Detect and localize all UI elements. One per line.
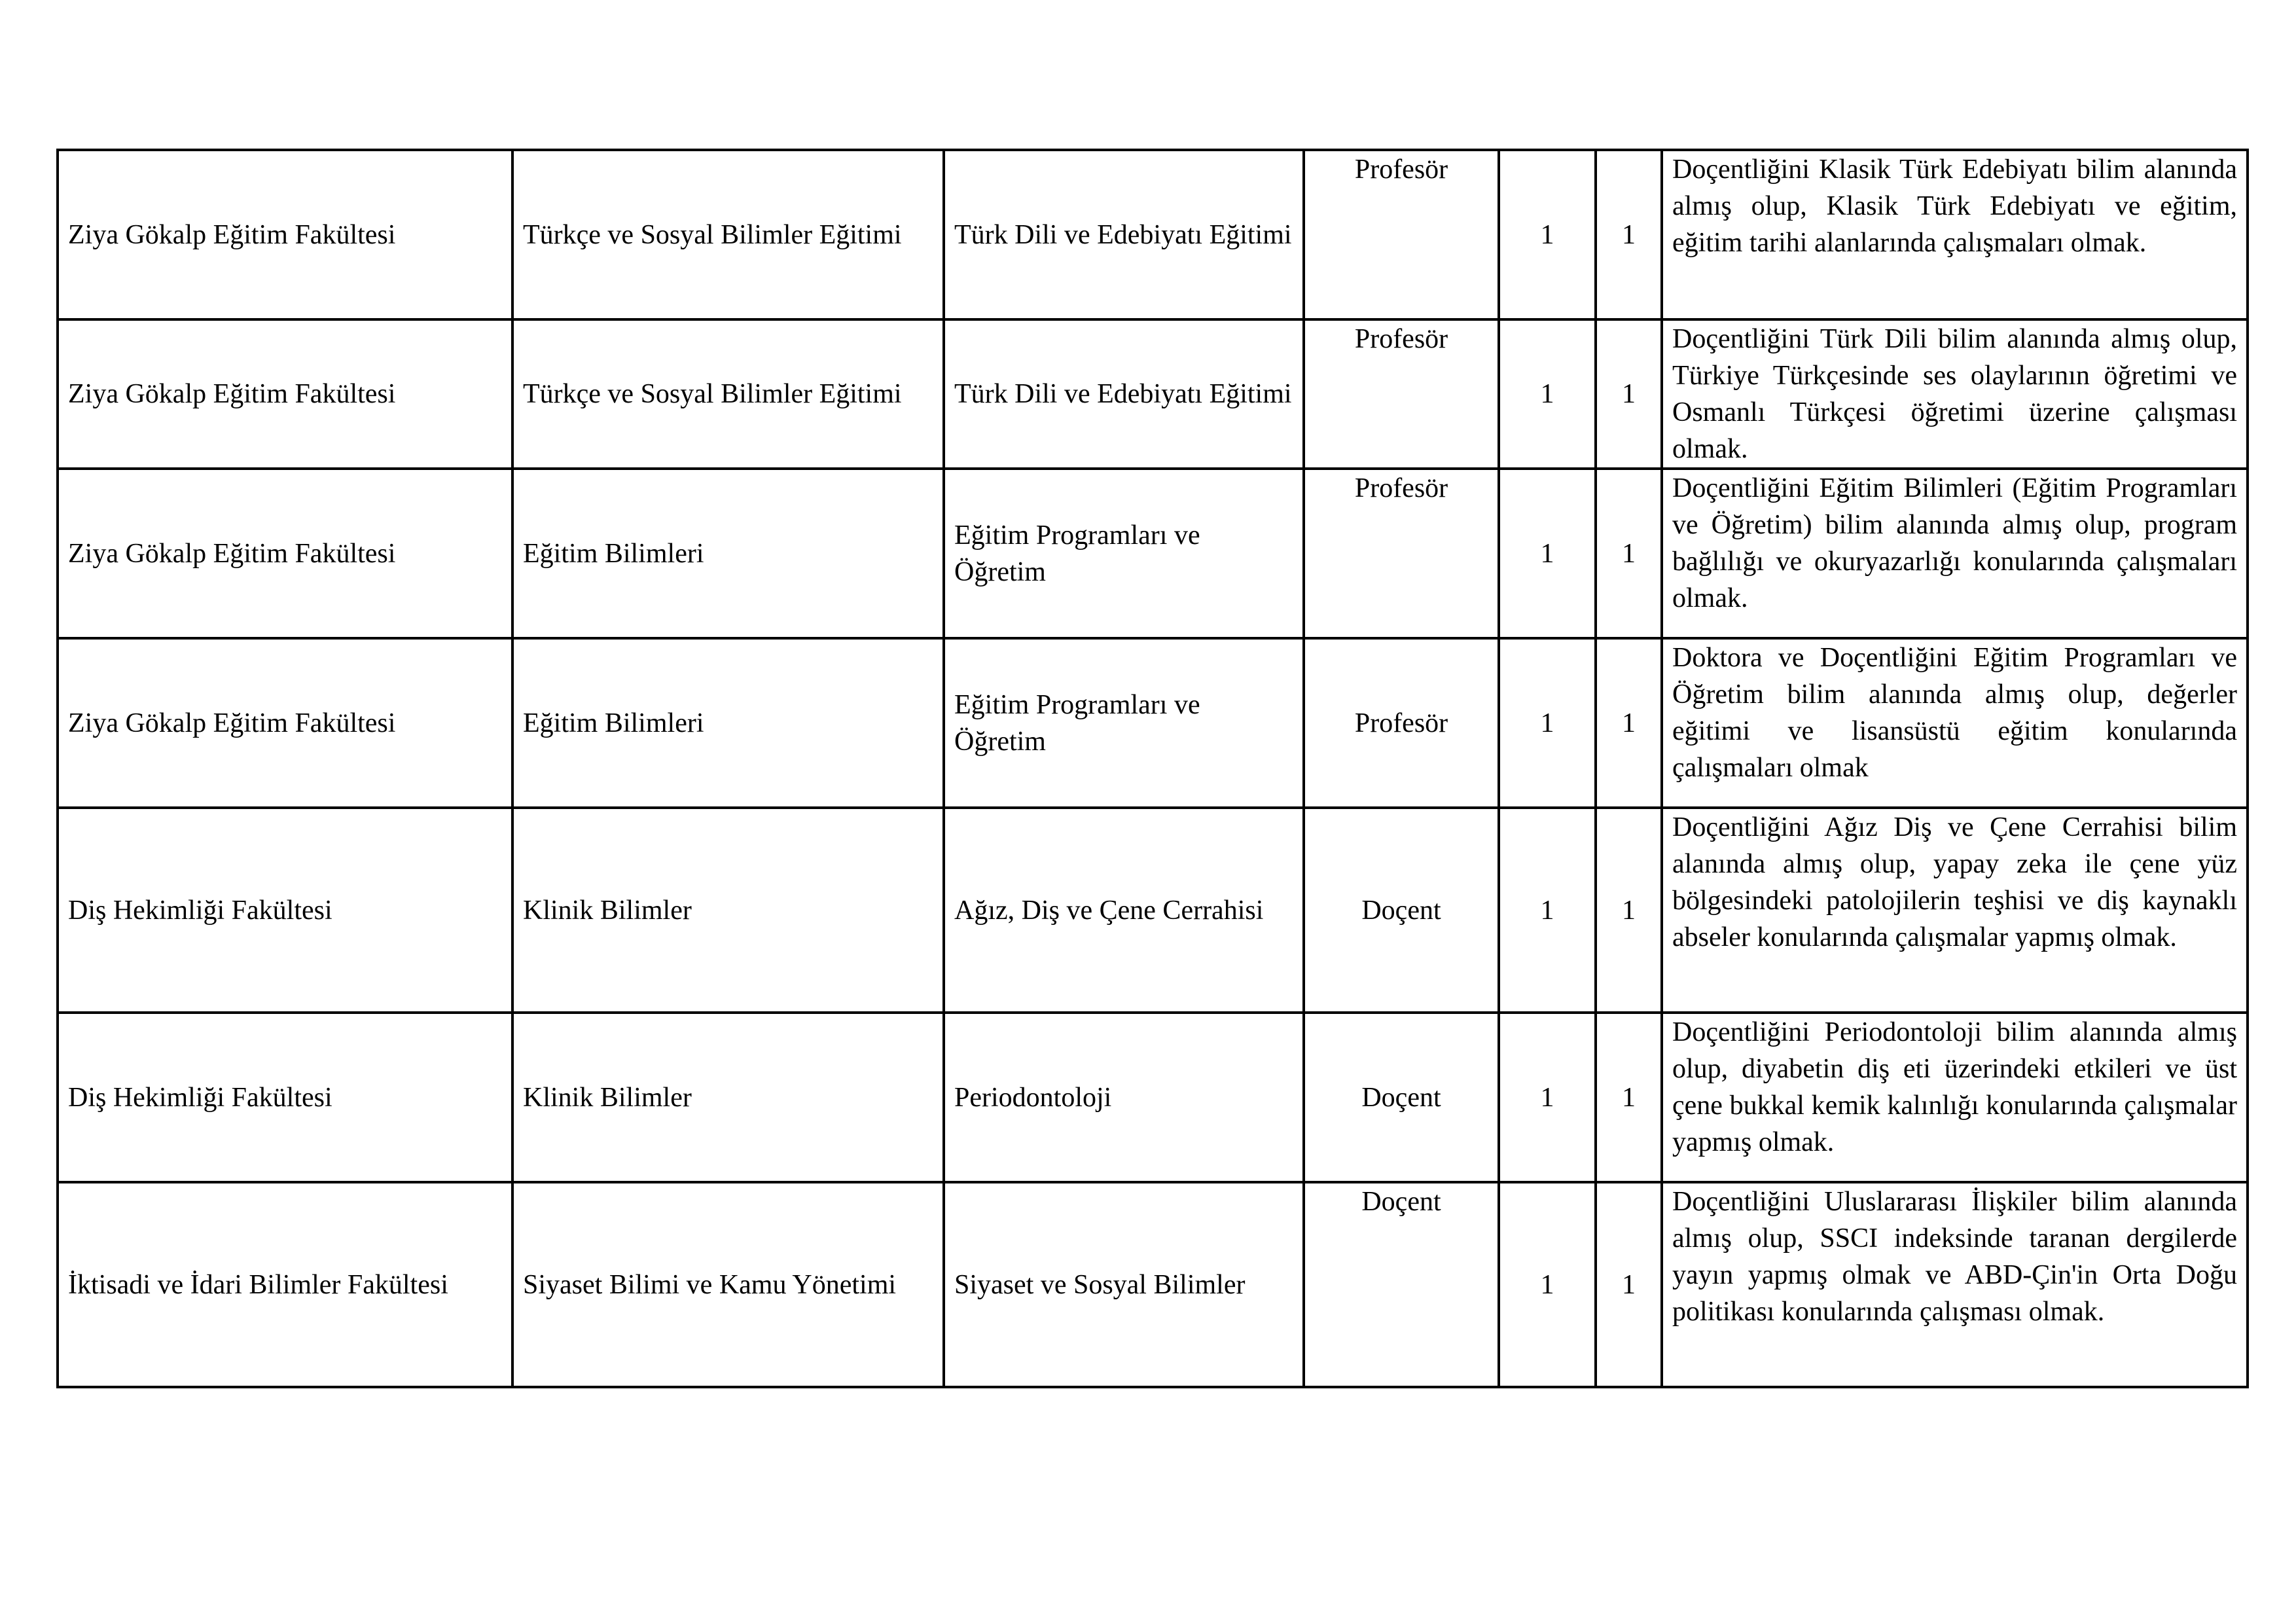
count1-cell: 1 (1499, 1013, 1596, 1182)
faculty-cell: Ziya Gökalp Eğitim Fakültesi (58, 638, 512, 808)
department-cell: Türkçe ve Sosyal Bilimler Eğitimi (512, 319, 944, 469)
faculty-cell: İktisadi ve İdari Bilimler Fakültesi (58, 1182, 512, 1387)
count2-cell: 1 (1596, 319, 1662, 469)
title-cell: Profesör (1304, 150, 1499, 319)
department-cell: Eğitim Bilimleri (512, 469, 944, 638)
count1-cell: 1 (1499, 469, 1596, 638)
title-cell: Doçent (1304, 808, 1499, 1013)
count2-cell: 1 (1596, 1182, 1662, 1387)
requirement-cell: Doçentliğini Klasik Türk Edebiyatı bilim alanında almış olup, Klasik Türk Edebiyatı ve eğitim, eğitim tarihi alanlarında çalışmaları olmak. (1662, 150, 2248, 319)
department-cell: Türkçe ve Sosyal Bilimler Eğitimi (512, 150, 944, 319)
table-row (58, 319, 2248, 469)
department-cell: Klinik Bilimler (512, 1013, 944, 1182)
department-cell: Eğitim Bilimleri (512, 638, 944, 808)
requirement-cell: Doçentliğini Periodontoloji bilim alanında almış olup, diyabetin diş eti üzerindeki etkileri ve üst çene bukkal kemik kalınlığı konularında çalışmalar yapmış olmak. (1662, 1013, 2248, 1182)
title-cell: Doçent (1304, 1182, 1499, 1387)
count2-cell: 1 (1596, 808, 1662, 1013)
division-cell: Eğitim Programları ve Öğretim (944, 469, 1304, 638)
title-cell: Profesör (1304, 469, 1499, 638)
count1-cell: 1 (1499, 319, 1596, 469)
title-cell: Profesör (1304, 638, 1499, 808)
title-cell: Doçent (1304, 1013, 1499, 1182)
faculty-cell: Diş Hekimliği Fakültesi (58, 1013, 512, 1182)
table-row (58, 150, 2248, 319)
requirement-cell: Doçentliğini Ağız Diş ve Çene Cerrahisi bilim alanında almış olup, yapay zeka ile çene yüz bölgesindeki patolojilerin teşhisi ve diş kaynaklı abseler konularında çalışmalar yapmış olmak. (1662, 808, 2248, 1013)
faculty-cell: Diş Hekimliği Fakültesi (58, 808, 512, 1013)
count1-cell: 1 (1499, 150, 1596, 319)
faculty-cell: Ziya Gökalp Eğitim Fakültesi (58, 319, 512, 469)
table-row (58, 1013, 2248, 1182)
requirement-cell: Doçentliğini Uluslararası İlişkiler bilim alanında almış olup, SSCI indeksinde taranan dergilerde yayın yapmış olmak ve ABD-Çin'in Orta Doğu politikası konularında çalışması olmak. (1662, 1182, 2248, 1387)
division-cell: Türk Dili ve Edebiyatı Eğitimi (944, 319, 1304, 469)
requirement-cell: Doktora ve Doçentliğini Eğitim Programları ve Öğretim bilim alanında almış olup, değerler eğitimi ve lisansüstü eğitim konularında çalışmaları olmak (1662, 638, 2248, 808)
division-cell: Ağız, Diş ve Çene Cerrahisi (944, 808, 1304, 1013)
department-cell: Klinik Bilimler (512, 808, 944, 1013)
count2-cell: 1 (1596, 638, 1662, 808)
count1-cell: 1 (1499, 638, 1596, 808)
requirement-cell: Doçentliğini Türk Dili bilim alanında almış olup, Türkiye Türkçesinde ses olaylarının öğretimi ve Osmanlı Türkçesi öğretimi üzerine çalışması olmak. (1662, 319, 2248, 469)
count2-cell: 1 (1596, 1013, 1662, 1182)
count1-cell: 1 (1499, 808, 1596, 1013)
count1-cell: 1 (1499, 1182, 1596, 1387)
division-cell: Eğitim Programları ve Öğretim (944, 638, 1304, 808)
division-cell: Türk Dili ve Edebiyatı Eğitimi (944, 150, 1304, 319)
faculty-cell: Ziya Gökalp Eğitim Fakültesi (58, 469, 512, 638)
requirement-cell: Doçentliğini Eğitim Bilimleri (Eğitim Programları ve Öğretim) bilim alanında almış olup, program bağlılığı ve okuryazarlığı konularında çalışmaları olmak. (1662, 469, 2248, 638)
division-cell: Siyaset ve Sosyal Bilimler (944, 1182, 1304, 1387)
count2-cell: 1 (1596, 469, 1662, 638)
table-row (58, 808, 2248, 1013)
department-cell: Siyaset Bilimi ve Kamu Yönetimi (512, 1182, 944, 1387)
table-row (58, 638, 2248, 808)
title-cell: Profesör (1304, 319, 1499, 469)
positions-table (56, 149, 2249, 1388)
table-row (58, 469, 2248, 638)
table-row (58, 1182, 2248, 1387)
faculty-cell: Ziya Gökalp Eğitim Fakültesi (58, 150, 512, 319)
division-cell: Periodontoloji (944, 1013, 1304, 1182)
count2-cell: 1 (1596, 150, 1662, 319)
